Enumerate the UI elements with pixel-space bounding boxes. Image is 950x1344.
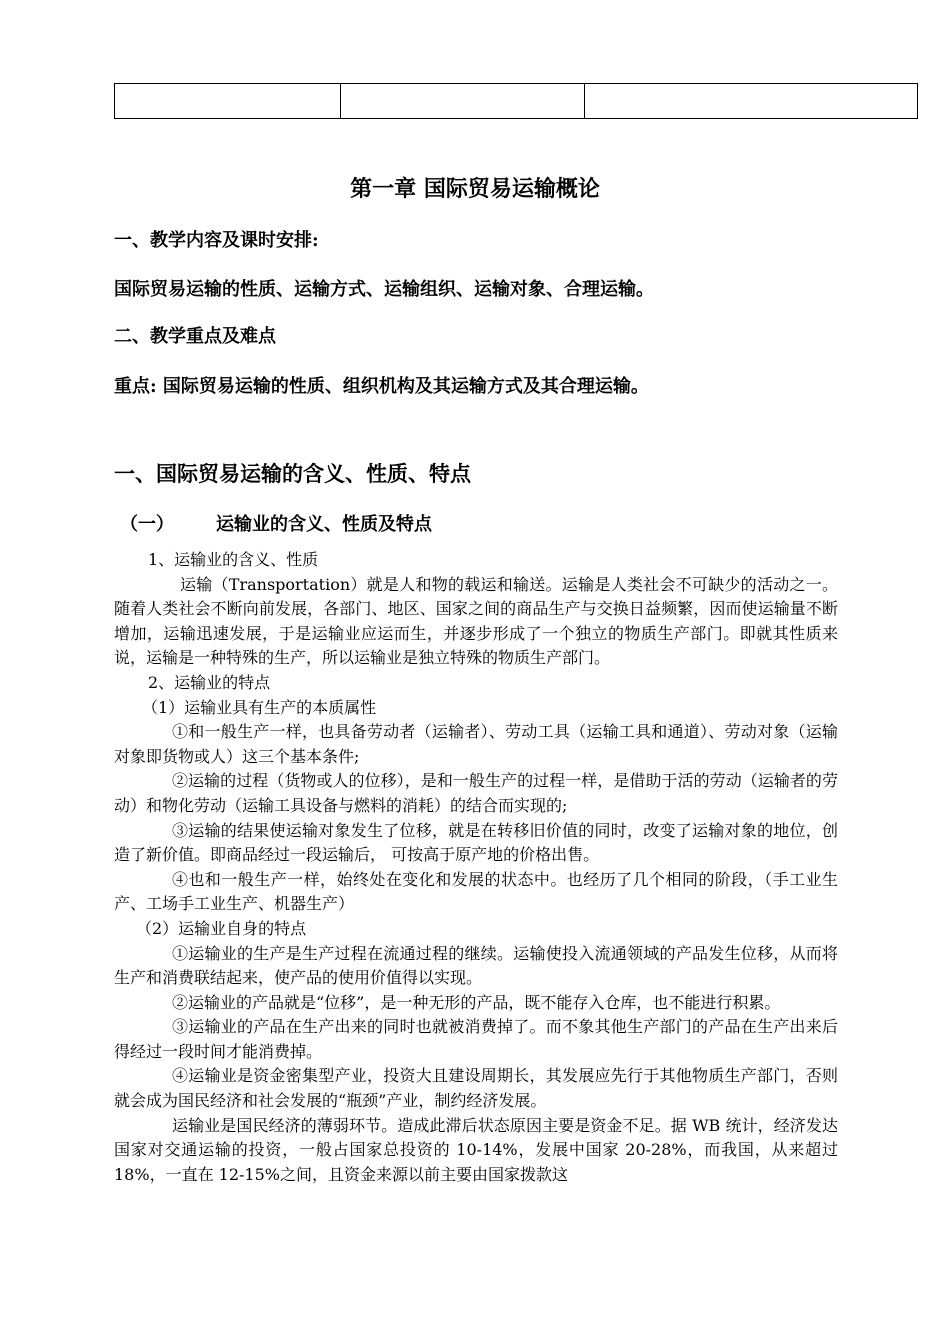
header-table [114,83,918,119]
paragraph-heading: 2、运输业的特点 [148,672,271,692]
teaching-key-heading: 二、教学重点及难点 [114,326,276,347]
teaching-content-heading: 一、教学内容及课时安排: [114,230,319,251]
body-text [114,548,838,1187]
list-item: ①和一般生产一样，也具备劳动者（运输者）、劳动工具（运输工具和通道）、劳动对象（运输对象即货物或人）这三个基本条件; [114,722,838,766]
subsection-number: （一） [120,514,174,535]
teaching-content-text: 国际贸易运输的性质、运输方式、运输组织、运输对象、合理运输。 [114,279,654,300]
table-cell [585,84,918,119]
list-item: ③运输业的产品在生产出来的同时也就被消费掉了。而不象其他生产部门的产品在生产出来后得经过一段时间才能消费掉。 [114,1017,838,1061]
paragraph-heading: （1）运输业具有生产的本质属性 [142,697,377,717]
subsection-heading [120,510,432,536]
subsection-title: 运输业的含义、性质及特点 [216,514,432,535]
chapter-title: 第一章 国际贸易运输概论 [350,177,600,202]
list-item: ③运输的结果使运输对象发生了位移，就是在转移旧价值的同时，改变了运输对象的地位，创造了新价值。即商品经过一段运输后， 可按高于原产地的价格出售。 [114,820,838,865]
table-row [115,84,918,119]
table-cell [115,84,341,119]
paragraph: 运输（Transportation）就是人和物的载运和输送。运输是人类社会不可缺少的活动之一。随着人类社会不断向前发展，各部门、地区、国家之间的商品生产与交换日益频繁，因而使运输量不断增加，运输迅速发展，于是运输业应运而生，并逐步形成了一个独立的物质生产部门。即就其性质来说，运输是一种特殊的生产，所以运输业是独立特殊的物质生产部门。 [114,574,838,668]
paragraph-heading: 1、运输业的含义、性质 [148,550,319,569]
section-heading: 一、国际贸易运输的含义、性质、特点 [114,462,471,486]
list-item: ②运输业的产品就是“位移”，是一种无形的产品，既不能存入仓库，也不能进行积累。 [172,992,781,1012]
teaching-key-text: 重点: 国际贸易运输的性质、组织机构及其运输方式及其合理运输。 [114,376,649,397]
list-item: ④也和一般生产一样，始终处在变化和发展的状态中。也经历了几个相同的阶段，（手工业生产、工场手工业生产、机器生产） [114,869,838,914]
list-item: ②运输的过程（货物或人的位移），是和一般生产的过程一样，是借助于活的劳动（运输者的劳动）和物化劳动（运输工具设备与燃料的消耗）的结合而实现的; [114,771,838,815]
paragraph-heading: （2）运输业自身的特点 [136,918,307,938]
list-item: ④运输业是资金密集型产业，投资大且建设周期长，其发展应先行于其他物质生产部门，否则就会成为国民经济和社会发展的“瓶颈”产业，制约经济发展。 [114,1066,838,1111]
table-cell [341,84,585,119]
paragraph: 运输业是国民经济的薄弱环节。造成此滞后状态原因主要是资金不足。据 WB 统计，经济发达国家对交通运输的投资，一般占国家总投资的 10-14%，发展中国家 20-28%，而我国，从来超过 18%，一直在 12-15%之间，且资金来源以前主要由国家拨款这 [114,1115,838,1184]
list-item: ①运输业的生产是生产过程在流通过程的继续。运输使投入流通领域的产品发生位移，从而将生产和消费联结起来，使产品的使用价值得以实现。 [114,943,838,988]
